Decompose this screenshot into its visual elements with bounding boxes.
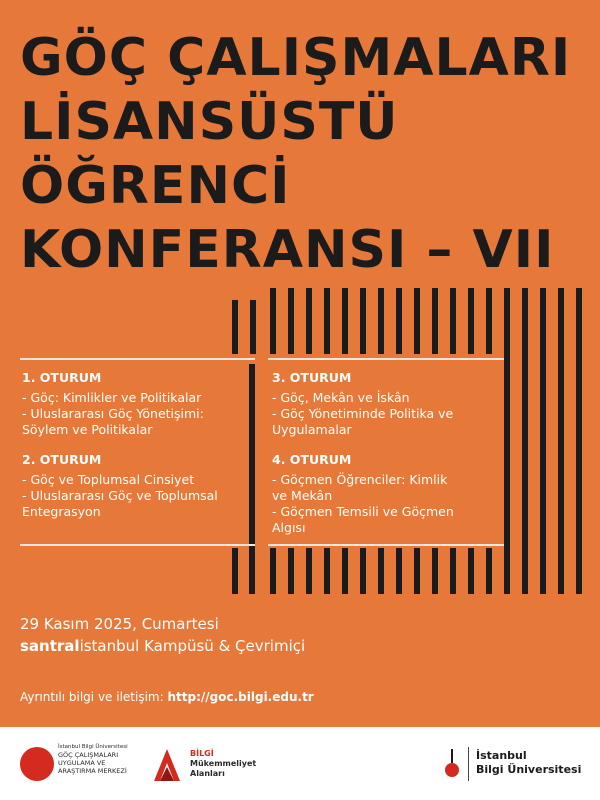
bar bbox=[378, 288, 384, 354]
logo-line: İstanbul bbox=[476, 749, 527, 762]
session-heading: 4. OTURUM bbox=[272, 452, 352, 467]
page-title bbox=[20, 26, 580, 282]
session-heading: 3. OTURUM bbox=[272, 370, 352, 385]
bar bbox=[414, 288, 420, 354]
bar bbox=[486, 548, 492, 594]
excellence-text bbox=[190, 749, 256, 779]
logo-university: İstanbul Bilgi Üniversitesi bbox=[58, 744, 128, 750]
website-link[interactable]: http://goc.bilgi.edu.tr bbox=[167, 690, 314, 704]
bar bbox=[232, 548, 238, 594]
bar bbox=[576, 288, 582, 594]
session-item: - Göç, Mekân ve İskân bbox=[272, 390, 410, 405]
bar bbox=[342, 288, 348, 354]
session-item: Entegrasyon bbox=[22, 504, 101, 519]
bar bbox=[306, 548, 312, 594]
session-item: - Göç Yönetiminde Politika ve bbox=[272, 406, 454, 421]
globe-icon bbox=[20, 747, 54, 781]
session-item: - Göç: Kimlikler ve Politikalar bbox=[22, 390, 202, 405]
session-item: - Göçmen Öğrenciler: Kimlik bbox=[272, 472, 448, 487]
divider-line bbox=[268, 544, 504, 546]
bar bbox=[288, 288, 294, 354]
bar bbox=[232, 300, 238, 354]
bar bbox=[270, 288, 276, 354]
bar bbox=[522, 288, 528, 594]
logo-line: Bilgi Üniversitesi bbox=[476, 763, 582, 776]
session-item: - Uluslararası Göç Yönetişimi: bbox=[22, 406, 204, 421]
logo-line: Alanları bbox=[190, 769, 225, 778]
logo-line: UYGULAMA VE bbox=[58, 759, 106, 767]
venue-rest: istanbul Kampüsü & Çevrimiçi bbox=[79, 637, 306, 655]
contact-label: Ayrıntılı bilgi ve iletişim: bbox=[20, 690, 164, 704]
bar bbox=[288, 548, 294, 594]
bar bbox=[396, 548, 402, 594]
title-line: ÖĞRENCİ bbox=[20, 156, 291, 216]
university-mark-icon bbox=[444, 749, 460, 779]
session-item: Söylem ve Politikalar bbox=[22, 422, 153, 437]
divider-line bbox=[20, 358, 255, 360]
session-item: Algısı bbox=[272, 520, 306, 535]
migration-center-logo bbox=[20, 743, 140, 787]
bar bbox=[504, 288, 510, 594]
excellence-mark-icon bbox=[150, 745, 184, 785]
bilgi-university-logo bbox=[444, 745, 584, 785]
session-3 bbox=[272, 370, 502, 438]
bar bbox=[378, 548, 384, 594]
session-heading: 2. OTURUM bbox=[22, 452, 102, 467]
session-item: ve Mekân bbox=[272, 488, 333, 503]
logo-line: Mükemmeliyet bbox=[190, 759, 257, 768]
bar bbox=[558, 288, 564, 594]
bar bbox=[450, 548, 456, 594]
session-4 bbox=[272, 452, 502, 536]
logo-line: ARAŞTIRMA MERKEZİ bbox=[58, 767, 127, 775]
session-item: Uygulamalar bbox=[272, 422, 352, 437]
bar bbox=[432, 288, 438, 354]
title-line: KONFERANSI – VII bbox=[20, 220, 555, 280]
session-heading: 1. OTURUM bbox=[22, 370, 102, 385]
bar bbox=[342, 548, 348, 594]
session-item: - Göçmen Temsili ve Göçmen bbox=[272, 504, 454, 519]
bar bbox=[324, 548, 330, 594]
bar bbox=[468, 548, 474, 594]
venue-bold: santral bbox=[20, 637, 80, 655]
contact-info bbox=[20, 690, 314, 704]
title-line: LİSANSÜSTÜ bbox=[20, 92, 399, 152]
bar bbox=[360, 548, 366, 594]
bar bbox=[414, 548, 420, 594]
bar bbox=[468, 288, 474, 354]
bar bbox=[432, 548, 438, 594]
bar bbox=[450, 288, 456, 354]
session-item: - Uluslararası Göç ve Toplumsal bbox=[22, 488, 218, 503]
footer bbox=[0, 727, 600, 800]
title-line: GÖÇ ÇALIŞMALARI bbox=[20, 28, 572, 88]
logo-divider bbox=[468, 747, 469, 781]
session-1 bbox=[22, 370, 252, 438]
event-date: 29 Kasım 2025, Cumartesi bbox=[20, 615, 219, 633]
bar bbox=[324, 288, 330, 354]
bar bbox=[486, 288, 492, 354]
bar bbox=[396, 288, 402, 354]
bar bbox=[360, 288, 366, 354]
university-name bbox=[476, 749, 581, 777]
divider-line bbox=[268, 358, 504, 360]
logo-line: GÖÇ ÇALIŞMALARI bbox=[58, 751, 119, 759]
session-2 bbox=[22, 452, 252, 520]
event-venue bbox=[20, 636, 305, 657]
divider-line bbox=[20, 544, 255, 546]
logo-line: BİLGİ bbox=[190, 749, 214, 758]
bar bbox=[270, 548, 276, 594]
session-item: - Göç ve Toplumsal Cinsiyet bbox=[22, 472, 195, 487]
bar bbox=[250, 300, 256, 354]
bar bbox=[306, 288, 312, 354]
bar bbox=[540, 288, 546, 594]
migration-center-text bbox=[58, 743, 128, 775]
excellence-areas-logo bbox=[150, 743, 270, 787]
